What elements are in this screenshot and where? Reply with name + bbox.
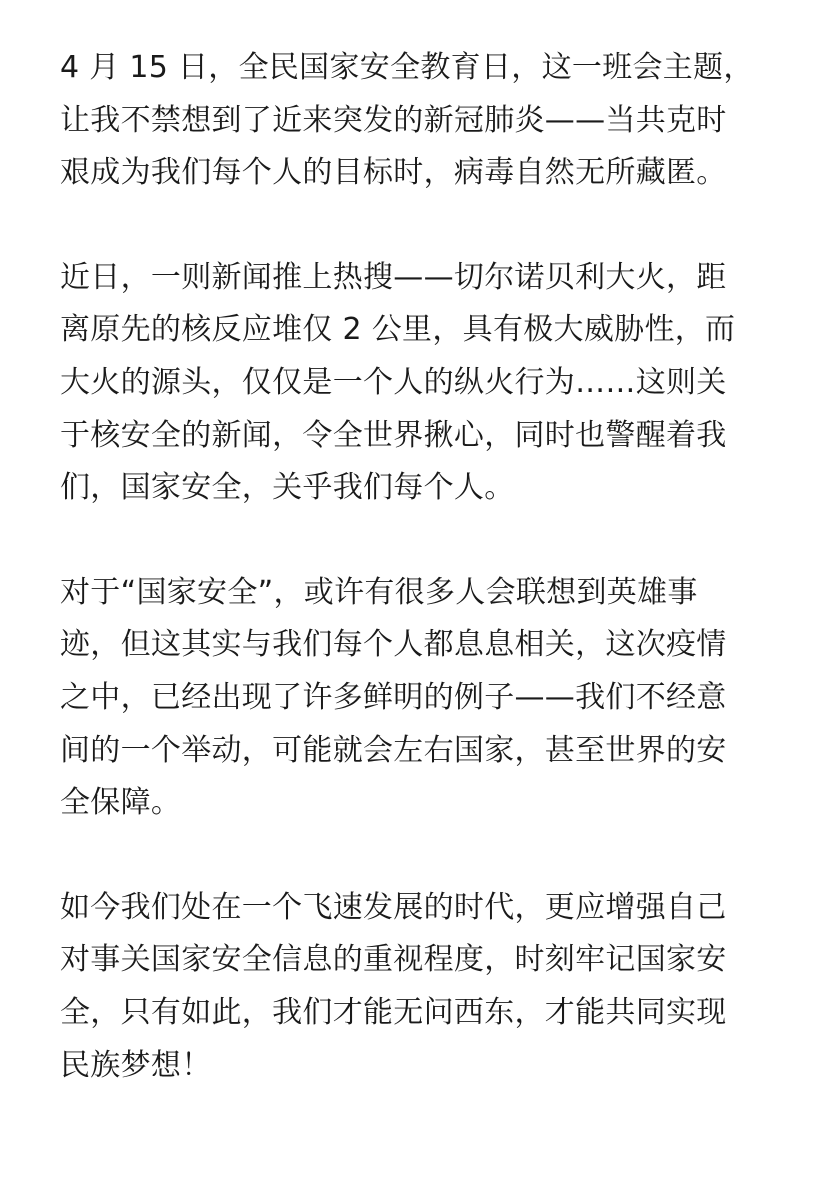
text-line: 大火的源头，仅仅是一个人的纵火行为……这则关 <box>60 364 727 400</box>
text-line: 离原先的核反应堆仅 2 公里，具有极大威胁性，而 <box>60 312 736 348</box>
text-line: 让我不禁想到了近来突发的新冠肺炎——当共克时 <box>60 102 727 138</box>
text-line: 全，只有如此，我们才能无问西东，才能共同实现 <box>60 994 727 1030</box>
paragraph-3 <box>60 567 772 830</box>
text-line: 于核安全的新闻，令全世界揪心，同时也警醒着我 <box>60 417 727 453</box>
text-line: 间的一个举动，可能就会左右国家，甚至世界的安 <box>60 732 727 768</box>
text-line: 如今我们处在一个飞速发展的时代，更应增强自己 <box>60 889 727 925</box>
text-line: 近日，一则新闻推上热搜——切尔诺贝利大火，距 <box>60 259 727 295</box>
paragraph-2 <box>60 252 772 515</box>
text-line: 民族梦想！ <box>60 1047 212 1083</box>
paragraph-1 <box>60 42 772 200</box>
paragraph-4 <box>60 882 772 1092</box>
text-line: 迹，但这其实与我们每个人都息息相关，这次疫情 <box>60 627 727 663</box>
text-line: 对事关国家安全信息的重视程度，时刻牢记国家安 <box>60 942 727 978</box>
text-line: 艰成为我们每个人的目标时，病毒自然无所藏匿。 <box>60 155 727 191</box>
text-line: 之中，已经出现了许多鲜明的例子——我们不经意 <box>60 679 727 715</box>
document-body <box>60 42 772 1144</box>
text-line: 对于“国家安全”，或许有很多人会联想到英雄事 <box>60 574 698 610</box>
text-line: 全保障。 <box>60 785 182 821</box>
text-line: 们，国家安全，关乎我们每个人。 <box>60 470 515 506</box>
text-line: 4 月 15 日，全民国家安全教育日，这一班会主题， <box>60 50 754 85</box>
